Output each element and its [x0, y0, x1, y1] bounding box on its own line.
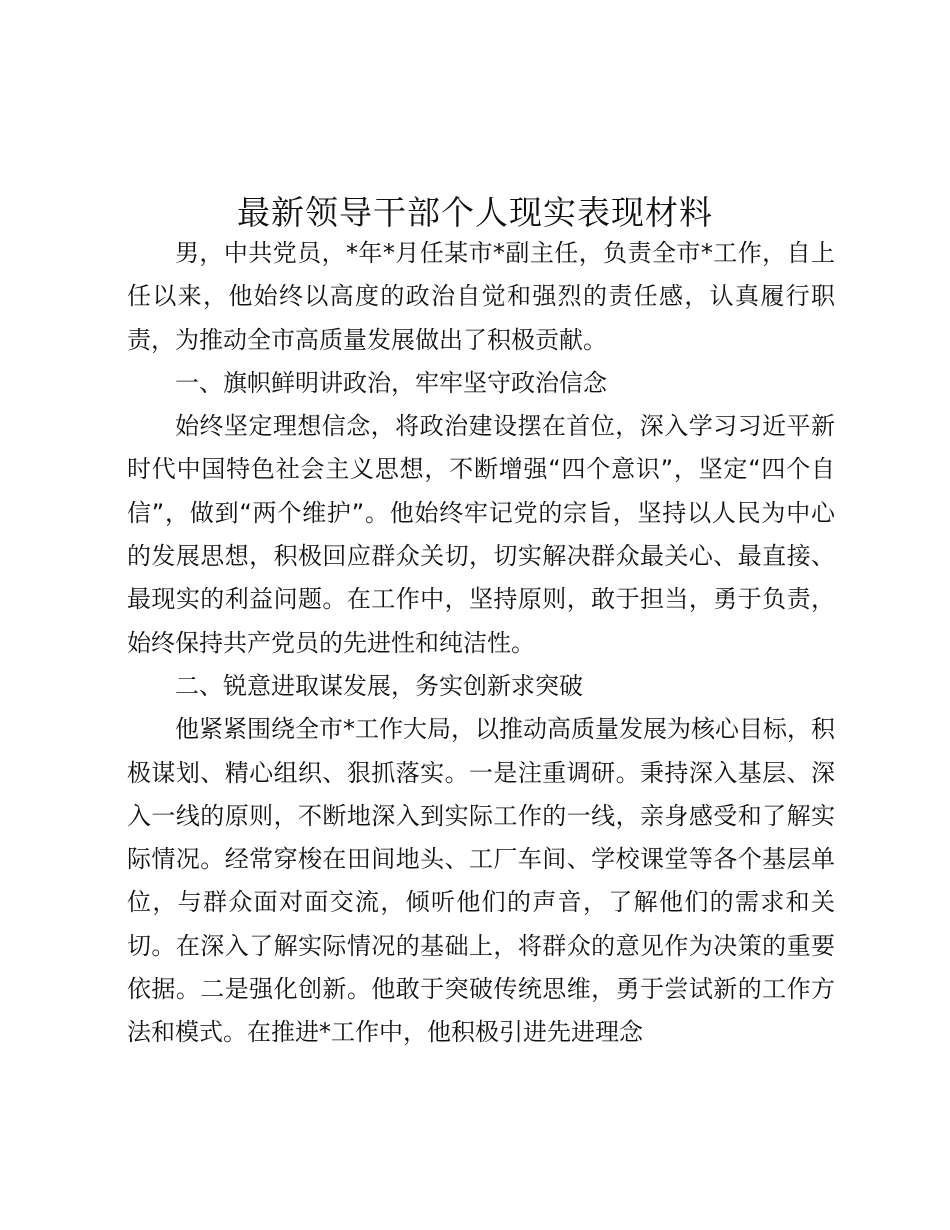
document-body: [127, 232, 835, 1055]
section-heading-2: 二、锐意进取谋发展，务实创新求突破: [175, 671, 583, 700]
document-title: 最新领导干部个人现实表现材料: [237, 193, 713, 233]
section-heading-1: 一、旗帜鲜明讲政治，牢牢坚守政治信念: [175, 368, 607, 397]
section-2-paragraph: 他紧紧围绕全市*工作大局，以推动高质量发展为核心目标，积极谋划、精心组织、狠抓落实。一是注重调研。秉持深入基层、深入一线的原则，不断地深入到实际工作的一线，亲身感受和了解实际情况。经常穿梭在田间地头、工厂车间、学校课堂等各个基层单位，与群众面对面交流，倾听他们的声音，了解他们的需求和关切。在深入了解实际情况的基础上，将群众的意见作为决策的重要依据。二是强化创新。他敢于突破传统思维，勇于尝试新的工作方法和模式。在推进*工作中，他积极引进先进理念: [127, 715, 835, 1047]
intro-paragraph: 男，中共党员，*年*月任某市*副主任，负责全市*工作，自上任以来，他始终以高度的政治自觉和强烈的责任感，认真履行职责，为推动全市高质量发展做出了积极贡献。: [127, 239, 835, 354]
section-1-paragraph: 始终坚定理想信念，将政治建设摆在首位，深入学习习近平新时代中国特色社会主义思想，不断增强“四个意识”，坚定“四个自信”，做到“两个维护”。他始终牢记党的宗旨，坚持以人民为中心的发展思想，积极回应群众关切，切实解决群众最关心、最直接、最现实的利益问题。在工作中，坚持原则，敢于担当，勇于负责，始终保持共产党员的先进性和纯洁性。: [127, 412, 835, 657]
